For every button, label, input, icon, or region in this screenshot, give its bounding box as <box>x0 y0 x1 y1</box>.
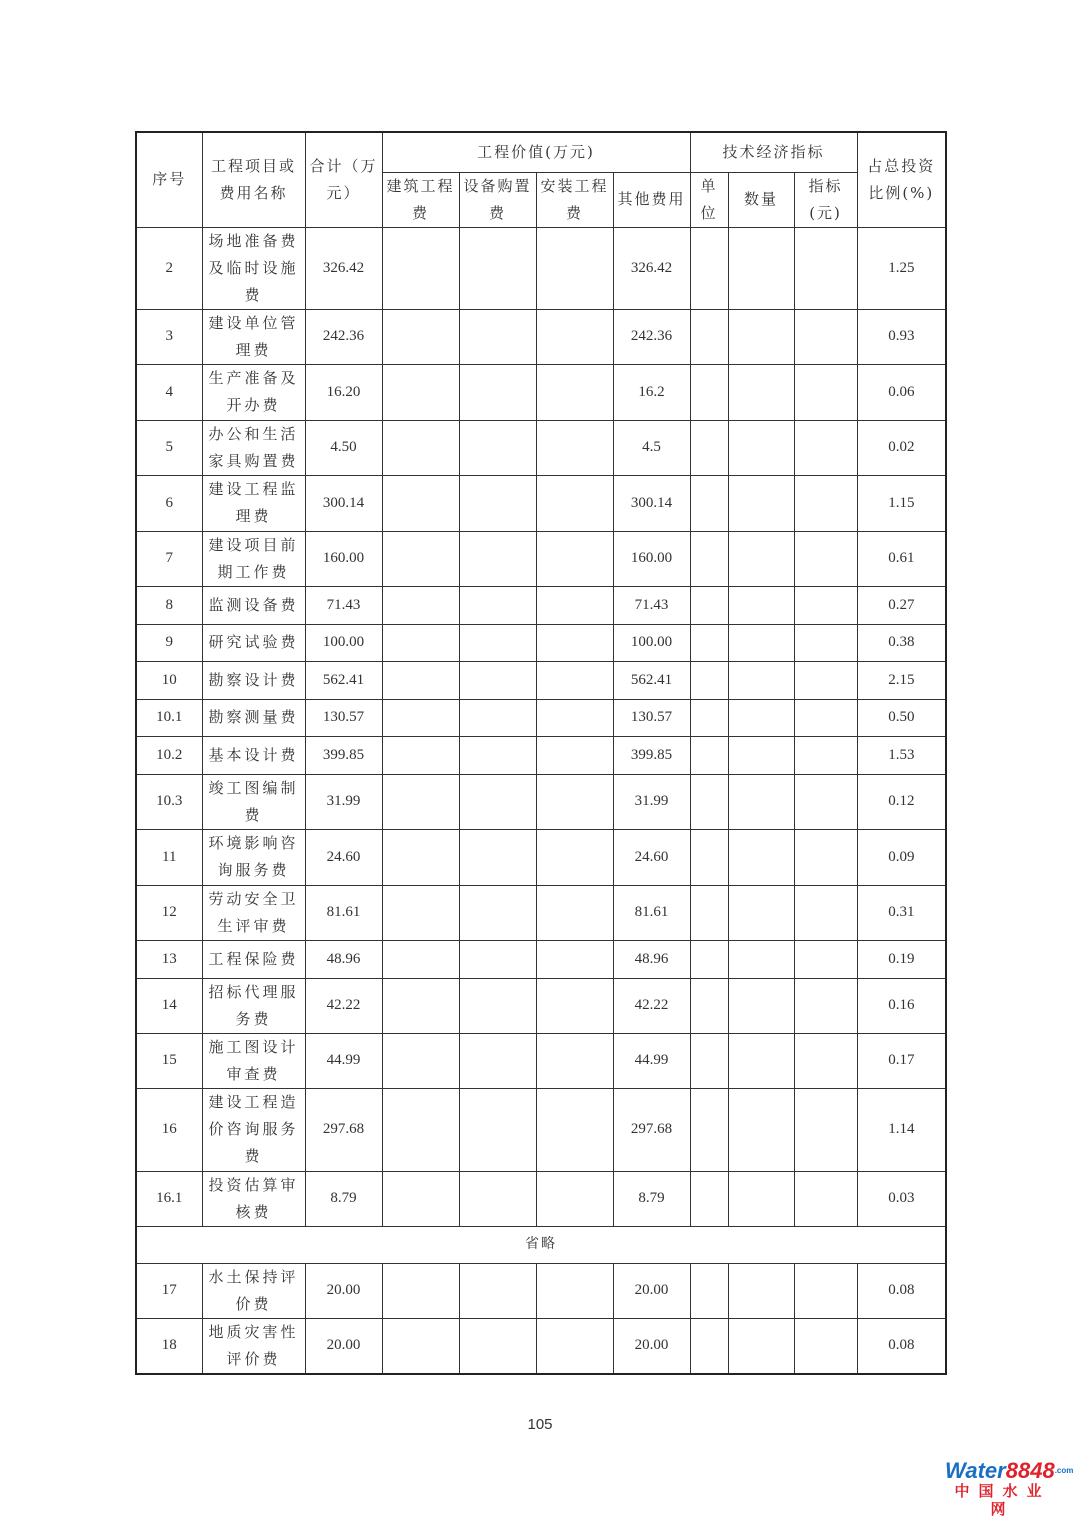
cell-ratio: 1.14 <box>857 1088 946 1171</box>
cell-installation <box>536 586 613 624</box>
cell-other: 242.36 <box>613 309 690 364</box>
cell-name: 建设工程造价咨询服务费 <box>202 1088 305 1171</box>
page-number: 105 <box>527 1416 553 1433</box>
site-watermark <box>945 1458 1074 1519</box>
cell-indicator <box>794 624 857 661</box>
cell-indicator <box>794 978 857 1033</box>
cell-unit <box>690 475 728 531</box>
cell-unit <box>690 1033 728 1088</box>
cell-unit <box>690 309 728 364</box>
cell-ratio: 0.31 <box>857 885 946 940</box>
cell-seq: 10.2 <box>136 736 202 774</box>
header-seq: 序号 <box>136 132 202 227</box>
cell-name: 建设单位管理费 <box>202 309 305 364</box>
table-row <box>136 829 946 885</box>
cell-seq: 17 <box>136 1263 202 1318</box>
cell-total: 100.00 <box>305 624 382 661</box>
cell-equipment <box>459 885 536 940</box>
cell-seq: 15 <box>136 1033 202 1088</box>
cell-other: 81.61 <box>613 885 690 940</box>
cell-equipment <box>459 1088 536 1171</box>
watermark-subtitle: 中国水业网 <box>954 1483 1051 1518</box>
header-tech-group: 技术经济指标 <box>690 132 857 172</box>
cell-equipment <box>459 1171 536 1226</box>
cell-equipment <box>459 1263 536 1318</box>
cell-total: 20.00 <box>305 1263 382 1318</box>
cell-quantity <box>728 1033 794 1088</box>
cell-unit <box>690 736 728 774</box>
header-indicator: 指标(元) <box>794 172 857 227</box>
table-row <box>136 586 946 624</box>
cell-unit <box>690 1088 728 1171</box>
cell-other: 562.41 <box>613 661 690 699</box>
cell-installation <box>536 420 613 475</box>
cell-indicator <box>794 309 857 364</box>
cell-other: 130.57 <box>613 699 690 736</box>
cell-equipment <box>459 364 536 420</box>
cell-total: 160.00 <box>305 531 382 586</box>
cell-total: 399.85 <box>305 736 382 774</box>
cell-quantity <box>728 1263 794 1318</box>
cell-other: 24.60 <box>613 829 690 885</box>
cell-name: 场地准备费及临时设施费 <box>202 227 305 309</box>
table-row <box>136 1088 946 1171</box>
header-ratio: 占总投资比例(%) <box>857 132 946 227</box>
cell-quantity <box>728 309 794 364</box>
cell-quantity <box>728 586 794 624</box>
cell-equipment <box>459 586 536 624</box>
header-equipment: 设备购置费 <box>459 172 536 227</box>
cell-seq: 5 <box>136 420 202 475</box>
cell-seq: 13 <box>136 940 202 978</box>
cell-name: 劳动安全卫生评审费 <box>202 885 305 940</box>
cell-construction <box>382 940 459 978</box>
cell-total: 42.22 <box>305 978 382 1033</box>
cell-construction <box>382 661 459 699</box>
table-row <box>136 1263 946 1318</box>
cell-quantity <box>728 420 794 475</box>
cell-other: 20.00 <box>613 1318 690 1374</box>
omitted-row <box>136 1226 946 1263</box>
cell-installation <box>536 774 613 829</box>
watermark-logo: $Water8848^{.com}$ <box>945 1458 1074 1483</box>
cell-total: 4.50 <box>305 420 382 475</box>
cell-total: 8.79 <box>305 1171 382 1226</box>
cell-equipment <box>459 1318 536 1374</box>
cell-quantity <box>728 1088 794 1171</box>
cell-ratio: 0.61 <box>857 531 946 586</box>
cell-name: 竣工图编制费 <box>202 774 305 829</box>
cell-other: 300.14 <box>613 475 690 531</box>
table-row <box>136 420 946 475</box>
cell-quantity <box>728 624 794 661</box>
cell-indicator <box>794 1088 857 1171</box>
cell-quantity <box>728 774 794 829</box>
table-row <box>136 774 946 829</box>
cell-name: 监测设备费 <box>202 586 305 624</box>
cell-seq: 8 <box>136 586 202 624</box>
cell-other: 326.42 <box>613 227 690 309</box>
cell-name: 勘察测量费 <box>202 699 305 736</box>
cell-construction <box>382 1263 459 1318</box>
cost-estimate-table <box>135 131 947 1375</box>
cell-other: 20.00 <box>613 1263 690 1318</box>
cell-equipment <box>459 940 536 978</box>
cell-construction <box>382 1033 459 1088</box>
cell-seq: 10.3 <box>136 774 202 829</box>
cell-indicator <box>794 736 857 774</box>
cell-construction <box>382 227 459 309</box>
cell-indicator <box>794 699 857 736</box>
cell-other: 297.68 <box>613 1088 690 1171</box>
cell-total: 20.00 <box>305 1318 382 1374</box>
header-other: 其他费用 <box>613 172 690 227</box>
cell-construction <box>382 774 459 829</box>
cell-installation <box>536 736 613 774</box>
table-row <box>136 699 946 736</box>
cell-unit <box>690 364 728 420</box>
cell-construction <box>382 531 459 586</box>
cell-quantity <box>728 364 794 420</box>
cell-indicator <box>794 661 857 699</box>
cell-installation <box>536 624 613 661</box>
cell-indicator <box>794 940 857 978</box>
cell-equipment <box>459 624 536 661</box>
cell-installation <box>536 309 613 364</box>
cell-seq: 6 <box>136 475 202 531</box>
cell-name: 投资估算审核费 <box>202 1171 305 1226</box>
cell-construction <box>382 978 459 1033</box>
cell-unit <box>690 978 728 1033</box>
table-body-omitted <box>136 1226 946 1263</box>
cell-quantity <box>728 1318 794 1374</box>
cell-equipment <box>459 774 536 829</box>
cell-installation <box>536 699 613 736</box>
cell-seq: 18 <box>136 1318 202 1374</box>
cell-ratio: 0.02 <box>857 420 946 475</box>
table-row <box>136 531 946 586</box>
table-row <box>136 624 946 661</box>
cell-unit <box>690 885 728 940</box>
cell-other: 4.5 <box>613 420 690 475</box>
cell-indicator <box>794 1318 857 1374</box>
cell-installation <box>536 531 613 586</box>
table-body-tail <box>136 1263 946 1374</box>
cell-indicator <box>794 531 857 586</box>
cell-quantity <box>728 829 794 885</box>
cell-name: 建设项目前期工作费 <box>202 531 305 586</box>
cell-equipment <box>459 829 536 885</box>
cell-name: 生产准备及开办费 <box>202 364 305 420</box>
cell-ratio: 0.16 <box>857 978 946 1033</box>
cell-other: 8.79 <box>613 1171 690 1226</box>
table-row <box>136 1171 946 1226</box>
cell-seq: 3 <box>136 309 202 364</box>
table-row <box>136 364 946 420</box>
cell-quantity <box>728 699 794 736</box>
cell-seq: 16.1 <box>136 1171 202 1226</box>
cell-ratio: 0.06 <box>857 364 946 420</box>
cell-construction <box>382 1318 459 1374</box>
cell-quantity <box>728 475 794 531</box>
table-row <box>136 661 946 699</box>
cell-unit <box>690 1171 728 1226</box>
cell-construction <box>382 364 459 420</box>
cell-seq: 12 <box>136 885 202 940</box>
cell-total: 562.41 <box>305 661 382 699</box>
omitted-label: 省略 <box>136 1226 946 1263</box>
cell-unit <box>690 586 728 624</box>
cell-construction <box>382 586 459 624</box>
cell-total: 48.96 <box>305 940 382 978</box>
cell-construction <box>382 420 459 475</box>
cell-indicator <box>794 420 857 475</box>
cell-construction <box>382 736 459 774</box>
cell-other: 48.96 <box>613 940 690 978</box>
cell-indicator <box>794 227 857 309</box>
cell-installation <box>536 978 613 1033</box>
cell-equipment <box>459 1033 536 1088</box>
cell-ratio: 0.08 <box>857 1263 946 1318</box>
cell-installation <box>536 829 613 885</box>
cell-installation <box>536 885 613 940</box>
cell-unit <box>690 661 728 699</box>
cell-unit <box>690 940 728 978</box>
cell-construction <box>382 699 459 736</box>
cell-name: 工程保险费 <box>202 940 305 978</box>
cell-total: 130.57 <box>305 699 382 736</box>
cell-unit <box>690 699 728 736</box>
cell-indicator <box>794 774 857 829</box>
cell-other: 399.85 <box>613 736 690 774</box>
cell-total: 16.20 <box>305 364 382 420</box>
cell-total: 300.14 <box>305 475 382 531</box>
cell-ratio: 0.09 <box>857 829 946 885</box>
cell-other: 160.00 <box>613 531 690 586</box>
table-row <box>136 978 946 1033</box>
cell-total: 31.99 <box>305 774 382 829</box>
cell-equipment <box>459 420 536 475</box>
cell-installation <box>536 1088 613 1171</box>
cell-construction <box>382 475 459 531</box>
cell-construction <box>382 624 459 661</box>
cell-installation <box>536 661 613 699</box>
cell-unit <box>690 1318 728 1374</box>
cell-other: 71.43 <box>613 586 690 624</box>
cell-name: 施工图设计审查费 <box>202 1033 305 1088</box>
cell-seq: 11 <box>136 829 202 885</box>
cell-ratio: 0.08 <box>857 1318 946 1374</box>
cell-indicator <box>794 475 857 531</box>
table-row <box>136 885 946 940</box>
cell-ratio: 2.15 <box>857 661 946 699</box>
cell-equipment <box>459 699 536 736</box>
header-quantity: 数量 <box>728 172 794 227</box>
cell-indicator <box>794 586 857 624</box>
cell-ratio: 0.17 <box>857 1033 946 1088</box>
cell-quantity <box>728 736 794 774</box>
cell-construction <box>382 885 459 940</box>
cell-other: 44.99 <box>613 1033 690 1088</box>
cell-ratio: 0.50 <box>857 699 946 736</box>
cell-seq: 10.1 <box>136 699 202 736</box>
cell-ratio: 0.27 <box>857 586 946 624</box>
cell-total: 326.42 <box>305 227 382 309</box>
cell-total: 44.99 <box>305 1033 382 1088</box>
table-row <box>136 227 946 309</box>
cell-ratio: 0.93 <box>857 309 946 364</box>
header-construction: 建筑工程费 <box>382 172 459 227</box>
cell-indicator <box>794 1171 857 1226</box>
cell-total: 297.68 <box>305 1088 382 1171</box>
cell-ratio: 0.12 <box>857 774 946 829</box>
cell-equipment <box>459 978 536 1033</box>
cell-installation <box>536 1033 613 1088</box>
cell-seq: 9 <box>136 624 202 661</box>
cell-installation <box>536 940 613 978</box>
cell-construction <box>382 1171 459 1226</box>
cell-installation <box>536 475 613 531</box>
cell-name: 招标代理服务费 <box>202 978 305 1033</box>
cell-installation <box>536 1263 613 1318</box>
cell-name: 办公和生活家具购置费 <box>202 420 305 475</box>
cell-equipment <box>459 227 536 309</box>
table-header <box>136 132 946 227</box>
cell-quantity <box>728 940 794 978</box>
cell-indicator <box>794 885 857 940</box>
cell-seq: 7 <box>136 531 202 586</box>
cell-indicator <box>794 1263 857 1318</box>
cell-ratio: 0.38 <box>857 624 946 661</box>
header-unit: 单位 <box>690 172 728 227</box>
cell-unit <box>690 1263 728 1318</box>
cell-seq: 14 <box>136 978 202 1033</box>
table-row <box>136 736 946 774</box>
cell-quantity <box>728 227 794 309</box>
cell-total: 81.61 <box>305 885 382 940</box>
cell-quantity <box>728 1171 794 1226</box>
cell-unit <box>690 227 728 309</box>
cell-ratio: 0.03 <box>857 1171 946 1226</box>
cell-other: 31.99 <box>613 774 690 829</box>
cell-unit <box>690 774 728 829</box>
cell-name: 研究试验费 <box>202 624 305 661</box>
cell-quantity <box>728 978 794 1033</box>
cell-quantity <box>728 885 794 940</box>
table-body-main <box>136 227 946 1226</box>
cell-quantity <box>728 661 794 699</box>
cell-name: 地质灾害性评价费 <box>202 1318 305 1374</box>
cell-equipment <box>459 475 536 531</box>
cell-name: 建设工程监理费 <box>202 475 305 531</box>
cell-seq: 4 <box>136 364 202 420</box>
cell-equipment <box>459 531 536 586</box>
table-row <box>136 475 946 531</box>
cell-name: 勘察设计费 <box>202 661 305 699</box>
table-row <box>136 1033 946 1088</box>
cell-seq: 2 <box>136 227 202 309</box>
cell-total: 24.60 <box>305 829 382 885</box>
table-row <box>136 1318 946 1374</box>
table-row <box>136 309 946 364</box>
cell-equipment <box>459 309 536 364</box>
cell-ratio: 0.19 <box>857 940 946 978</box>
header-total: 合计（万元） <box>305 132 382 227</box>
cell-installation <box>536 227 613 309</box>
cell-indicator <box>794 1033 857 1088</box>
cell-construction <box>382 309 459 364</box>
cell-equipment <box>459 736 536 774</box>
header-name: 工程项目或费用名称 <box>202 132 305 227</box>
cell-indicator <box>794 829 857 885</box>
cell-total: 242.36 <box>305 309 382 364</box>
cell-unit <box>690 531 728 586</box>
cell-equipment <box>459 661 536 699</box>
cell-unit <box>690 624 728 661</box>
cell-seq: 10 <box>136 661 202 699</box>
cell-other: 16.2 <box>613 364 690 420</box>
cell-construction <box>382 1088 459 1171</box>
cell-total: 71.43 <box>305 586 382 624</box>
cell-installation <box>536 1171 613 1226</box>
cell-unit <box>690 829 728 885</box>
cell-ratio: 1.53 <box>857 736 946 774</box>
table-row <box>136 940 946 978</box>
cell-unit <box>690 420 728 475</box>
cell-ratio: 1.25 <box>857 227 946 309</box>
cell-other: 42.22 <box>613 978 690 1033</box>
cell-construction <box>382 829 459 885</box>
cell-name: 环境影响咨询服务费 <box>202 829 305 885</box>
cell-installation <box>536 364 613 420</box>
cell-indicator <box>794 364 857 420</box>
cell-ratio: 1.15 <box>857 475 946 531</box>
header-installation: 安装工程费 <box>536 172 613 227</box>
cell-quantity <box>728 531 794 586</box>
cell-installation <box>536 1318 613 1374</box>
cell-other: 100.00 <box>613 624 690 661</box>
cell-name: 基本设计费 <box>202 736 305 774</box>
header-value-group: 工程价值(万元) <box>382 132 690 172</box>
cell-name: 水土保持评价费 <box>202 1263 305 1318</box>
cell-seq: 16 <box>136 1088 202 1171</box>
